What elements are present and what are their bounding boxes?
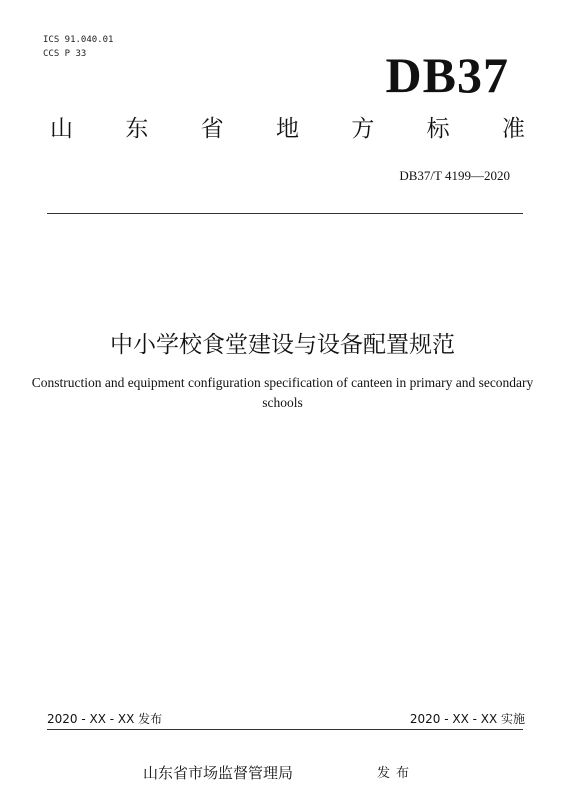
standard-type-char: 准 — [501, 116, 525, 142]
title-english: Construction and equipment configuration specification of canteen in primary and secondary schools — [31, 375, 534, 410]
ccs-code: CCS P 33 — [43, 49, 87, 59]
standard-type-char: 地 — [275, 116, 299, 142]
ics-code: ICS 91.040.01 — [43, 35, 114, 45]
footer-divider — [47, 729, 523, 730]
title-chinese: 中小学校食堂建设与设备配置规范 — [110, 332, 455, 358]
standard-type-char: 东 — [125, 116, 149, 142]
standard-type-char: 方 — [351, 116, 375, 142]
issue-label: 发布 — [377, 766, 416, 781]
standard-number: DB37/T 4199—2020 — [399, 168, 510, 183]
standard-type-char: 标 — [426, 116, 450, 142]
implement-date: 2020 - XX - XX 实施 — [409, 712, 525, 726]
standard-type-char: 省 — [200, 116, 224, 142]
issuer-name: 山东省市场监督管理局 — [143, 764, 294, 782]
classification-codes — [43, 33, 113, 61]
header-divider — [47, 213, 523, 214]
standard-type-char: 山 — [50, 116, 73, 142]
db37-logo: DB37 — [385, 47, 509, 103]
standard-type — [50, 118, 525, 141]
release-date: 2020 - XX - XX 发布 — [47, 712, 163, 726]
